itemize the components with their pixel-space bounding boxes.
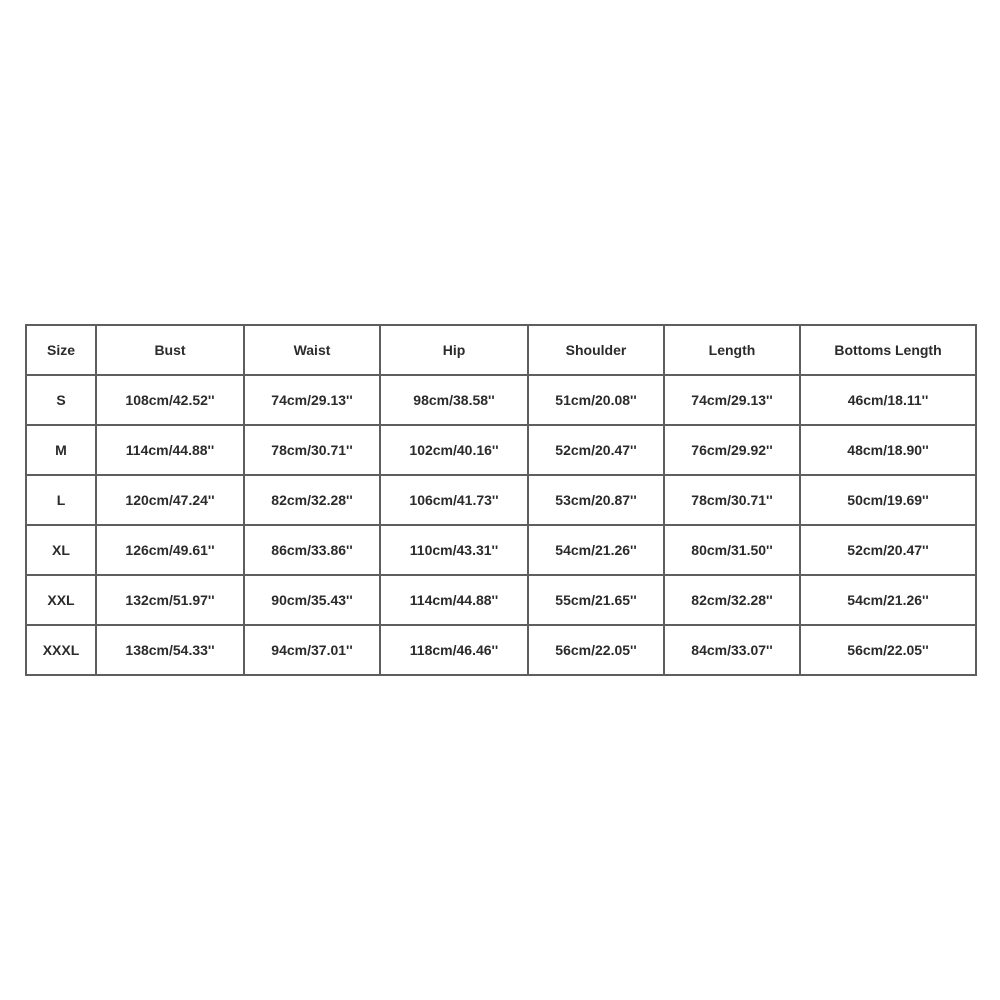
bust-cell: 126cm/49.61'': [96, 525, 244, 575]
length-cell: 76cm/29.92'': [664, 425, 800, 475]
bottoms-length-cell: 52cm/20.47'': [800, 525, 976, 575]
length-cell: 78cm/30.71'': [664, 475, 800, 525]
shoulder-cell: 55cm/21.65'': [528, 575, 664, 625]
shoulder-cell: 52cm/20.47'': [528, 425, 664, 475]
waist-cell: 82cm/32.28'': [244, 475, 380, 525]
size-cell: M: [26, 425, 96, 475]
hip-cell: 106cm/41.73'': [380, 475, 528, 525]
waist-cell: 74cm/29.13'': [244, 375, 380, 425]
shoulder-cell: 51cm/20.08'': [528, 375, 664, 425]
bottoms-length-cell: 56cm/22.05'': [800, 625, 976, 675]
size-chart-body: [26, 375, 976, 675]
size-cell: XXL: [26, 575, 96, 625]
size-chart-header: [26, 325, 976, 375]
bust-cell: 114cm/44.88'': [96, 425, 244, 475]
header-bottoms-length: Bottoms Length: [800, 325, 976, 375]
header-bust: Bust: [96, 325, 244, 375]
bust-cell: 138cm/54.33'': [96, 625, 244, 675]
table-row: [26, 375, 976, 425]
hip-cell: 102cm/40.16'': [380, 425, 528, 475]
length-cell: 74cm/29.13'': [664, 375, 800, 425]
length-cell: 84cm/33.07'': [664, 625, 800, 675]
hip-cell: 118cm/46.46'': [380, 625, 528, 675]
waist-cell: 86cm/33.86'': [244, 525, 380, 575]
hip-cell: 98cm/38.58'': [380, 375, 528, 425]
header-length: Length: [664, 325, 800, 375]
size-cell: XXXL: [26, 625, 96, 675]
table-row: [26, 525, 976, 575]
bottoms-length-cell: 50cm/19.69'': [800, 475, 976, 525]
table-row: [26, 475, 976, 525]
table-row: [26, 575, 976, 625]
bottoms-length-cell: 48cm/18.90'': [800, 425, 976, 475]
shoulder-cell: 54cm/21.26'': [528, 525, 664, 575]
bottoms-length-cell: 46cm/18.11'': [800, 375, 976, 425]
waist-cell: 90cm/35.43'': [244, 575, 380, 625]
bottoms-length-cell: 54cm/21.26'': [800, 575, 976, 625]
header-waist: Waist: [244, 325, 380, 375]
shoulder-cell: 56cm/22.05'': [528, 625, 664, 675]
length-cell: 82cm/32.28'': [664, 575, 800, 625]
waist-cell: 78cm/30.71'': [244, 425, 380, 475]
hip-cell: 114cm/44.88'': [380, 575, 528, 625]
length-cell: 80cm/31.50'': [664, 525, 800, 575]
header-shoulder: Shoulder: [528, 325, 664, 375]
shoulder-cell: 53cm/20.87'': [528, 475, 664, 525]
waist-cell: 94cm/37.01'': [244, 625, 380, 675]
size-cell: L: [26, 475, 96, 525]
size-cell: XL: [26, 525, 96, 575]
bust-cell: 120cm/47.24'': [96, 475, 244, 525]
bust-cell: 132cm/51.97'': [96, 575, 244, 625]
header-size: Size: [26, 325, 96, 375]
size-chart-table: [25, 324, 977, 676]
bust-cell: 108cm/42.52'': [96, 375, 244, 425]
size-cell: S: [26, 375, 96, 425]
table-row: [26, 625, 976, 675]
hip-cell: 110cm/43.31'': [380, 525, 528, 575]
header-row: [26, 325, 976, 375]
header-hip: Hip: [380, 325, 528, 375]
table-row: [26, 425, 976, 475]
